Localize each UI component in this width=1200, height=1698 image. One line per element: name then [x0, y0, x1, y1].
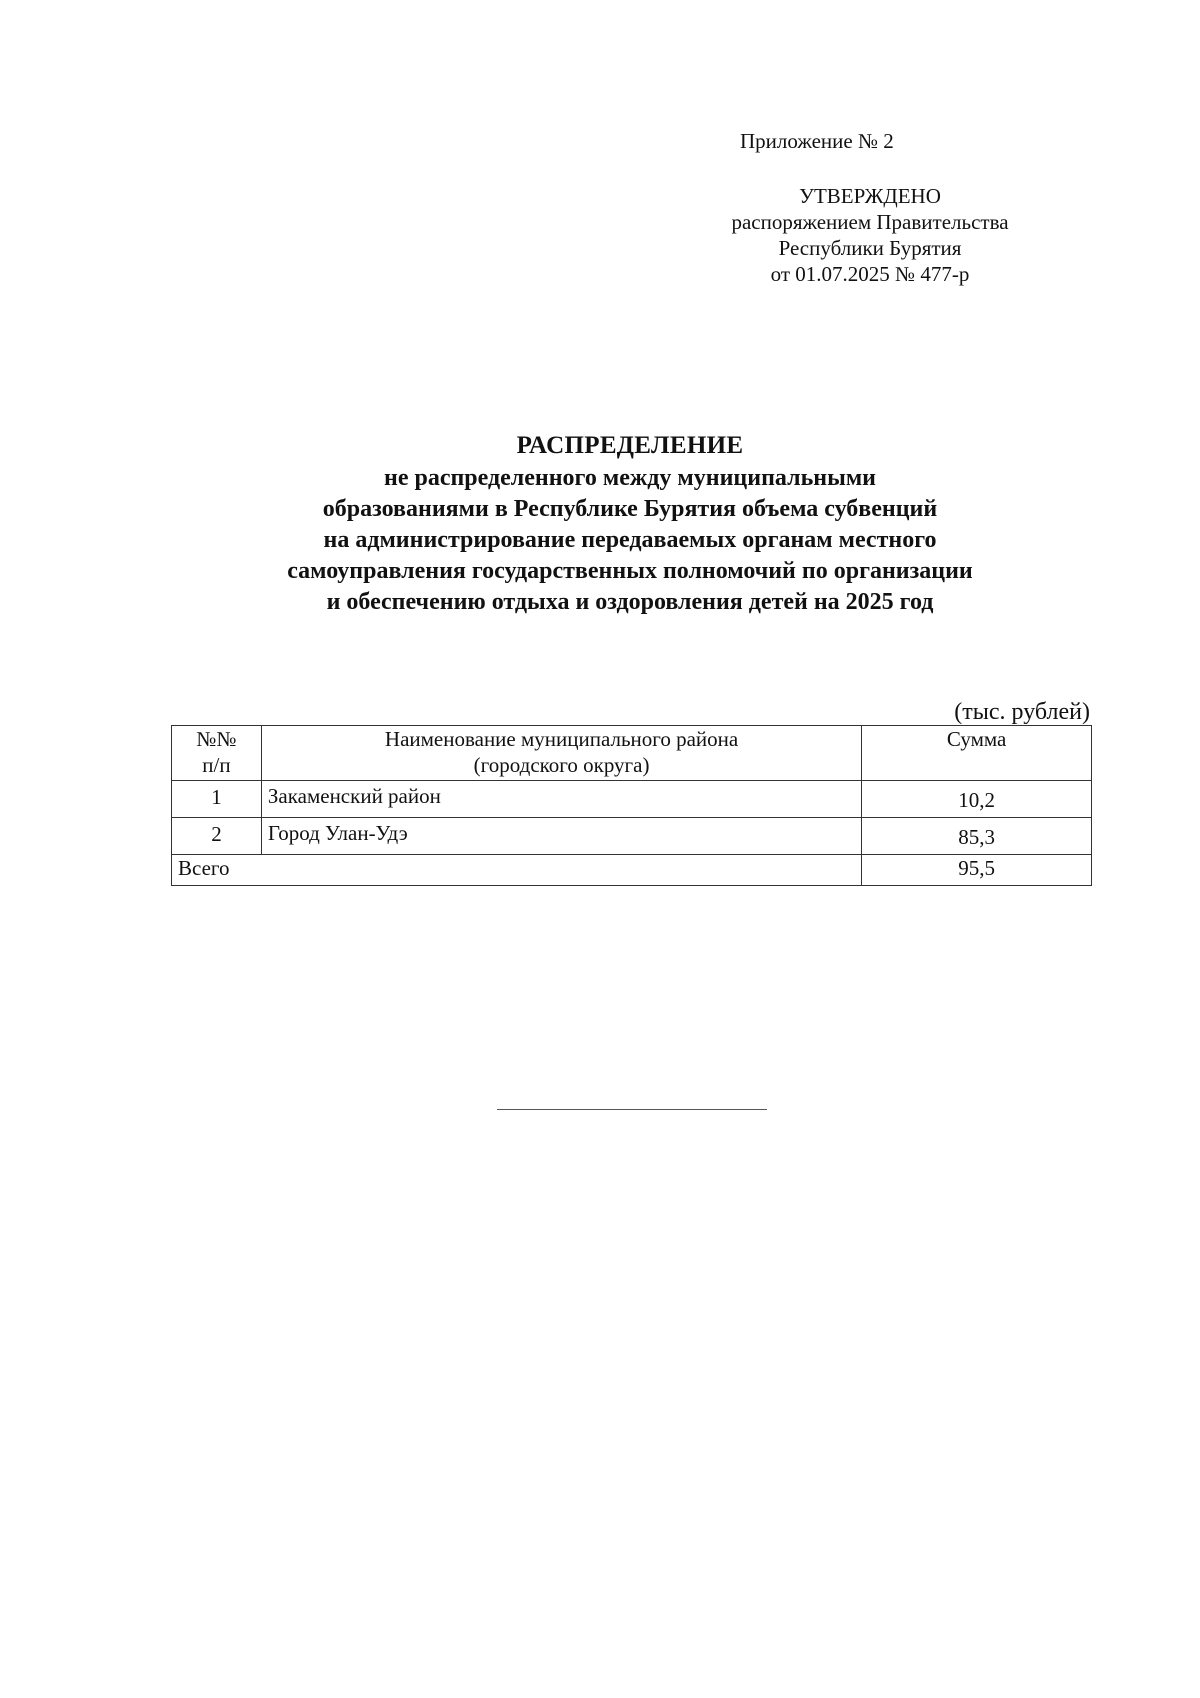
closing-divider — [497, 1109, 767, 1110]
row-name: Город Улан-Удэ — [261, 818, 861, 855]
table-row — [172, 818, 1092, 855]
title-line: самоуправления государственных полномочий по организации — [287, 558, 973, 584]
approval-republic: Республики Бурятия — [778, 236, 962, 260]
row-number: 1 — [172, 781, 262, 818]
document-title — [160, 429, 1100, 618]
approval-date-number: от 01.07.2025 № 477-р — [770, 262, 970, 286]
table-total-row — [172, 855, 1092, 886]
approval-authority: распоряжением Правительства — [731, 210, 1009, 234]
title-subtitle — [160, 463, 1100, 618]
approval-block — [690, 183, 1050, 287]
title-line: на администрирование передаваемых органам местного — [323, 527, 937, 553]
header-number — [172, 726, 262, 781]
table-row — [172, 781, 1092, 818]
row-sum: 85,3 — [862, 818, 1092, 855]
row-name: Закаменский район — [261, 781, 861, 818]
appendix-label: Приложение № 2 — [740, 129, 894, 153]
title-line: не распределенного между муниципальными — [384, 465, 876, 491]
total-sum: 95,5 — [862, 855, 1092, 886]
approval-status: УТВЕРЖДЕНО — [799, 184, 941, 208]
header-number-line2: п/п — [202, 753, 231, 777]
title-line: и обеспечению отдыха и оздоровления детей на 2025 год — [326, 589, 934, 615]
header-name-line1: Наименование муниципального района — [384, 727, 739, 751]
title-main: РАСПРЕДЕЛЕНИЕ — [516, 432, 744, 459]
row-sum: 10,2 — [862, 781, 1092, 818]
header-name-line2: (городского округа) — [473, 753, 650, 777]
table-header-row — [172, 726, 1092, 781]
total-label: Всего — [172, 855, 862, 886]
distribution-table — [171, 725, 1092, 886]
row-number: 2 — [172, 818, 262, 855]
header-number-line1: №№ — [196, 727, 237, 751]
units-note: (тыс. рублей) — [954, 699, 1090, 725]
title-line: образованиями в Республике Бурятия объема субвенций — [322, 496, 938, 522]
header-name — [261, 726, 861, 781]
header-sum: Сумма — [862, 726, 1092, 781]
